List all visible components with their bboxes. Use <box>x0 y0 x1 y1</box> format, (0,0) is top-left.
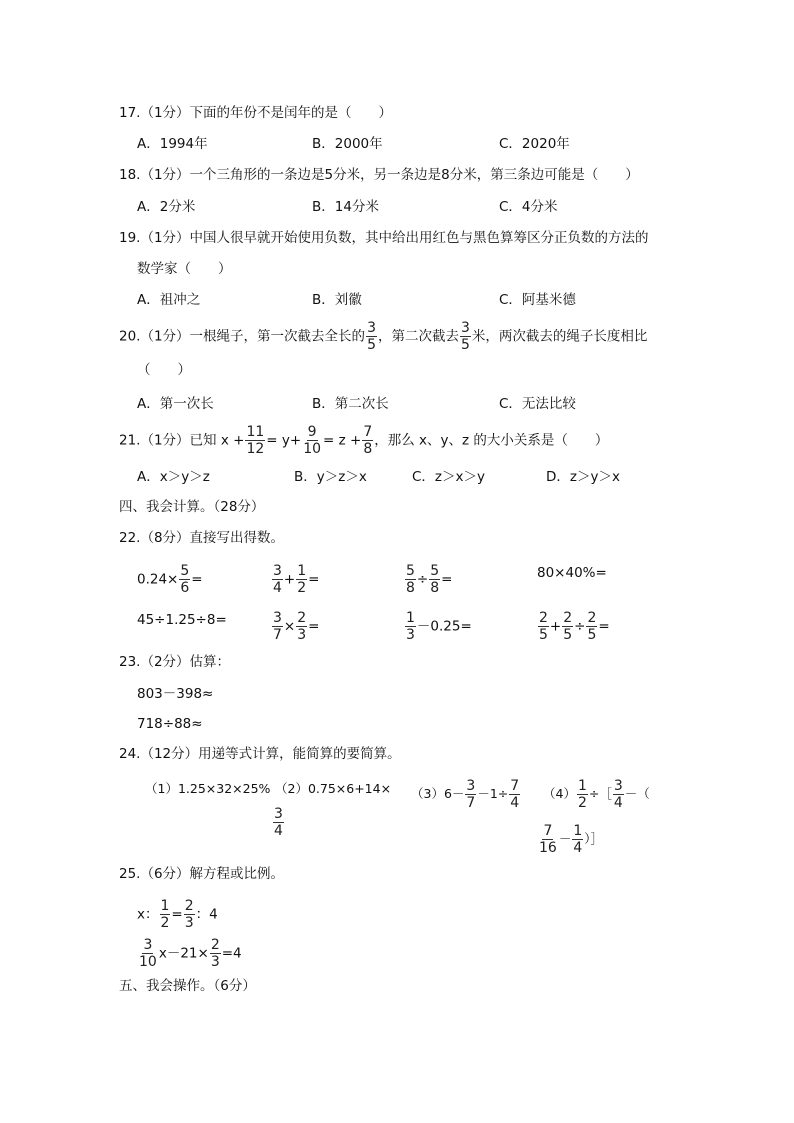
q19-stem-line2: 数学家（ ） <box>137 261 232 277</box>
q22-expr-4: 80×40%= <box>537 565 607 581</box>
q22-expr-7: $\frac{1}{3}$ －0.25= <box>406 610 472 643</box>
q19-option-a[interactable]: A．祖冲之 <box>137 292 201 308</box>
q20-stem <box>119 320 647 353</box>
q20-text3: 米，两次截去的绳子长度相比 <box>471 328 648 345</box>
q24-expr-2-fraction: $\frac{3}{4}$ <box>274 806 283 839</box>
q24-expr-4: （4） $\frac{1}{2}$ ÷［ $\frac{3}{4}$ －（ <box>543 778 650 811</box>
q24-expr-1: （1）1.25×32×25% <box>145 781 271 796</box>
q21-fraction-2: $\frac{9}{10}$ <box>303 424 322 457</box>
q17-option-b[interactable]: B．2000年 <box>312 136 383 152</box>
q20-option-a[interactable]: A．第一次长 <box>137 396 214 412</box>
q21-fraction-1: $\frac{11}{12}$ <box>246 424 265 457</box>
q25-stem: 25.（6分）解方程或比例。 <box>119 866 285 882</box>
q22-expr-6: $\frac{3}{7}$ × $\frac{2}{3}$ = <box>273 610 320 643</box>
q21-option-d[interactable]: D．z＞y＞x <box>546 469 620 485</box>
q22-expr-5: 45÷1.25÷8= <box>137 612 227 628</box>
q21-option-a[interactable]: A．x＞y＞z <box>137 469 210 485</box>
q19-stem-line1: 19.（1分）中国人很早就开始使用负数，其中给出用红色与黑色算筹区分正负数的方法的 <box>119 230 649 246</box>
q20-stem-line2: （ ） <box>137 362 191 378</box>
q20-fraction-2: $\frac{3}{5}$ <box>460 320 470 353</box>
q22-expr-8: $\frac{2}{5}$ + $\frac{2}{5}$ ÷ $\frac{2}{5}$ = <box>539 610 610 643</box>
q21-stem: 21.（1分）已知 x + $\frac{11}{12}$ = y+ $\frac{9}{10}$ = z + $\frac{7}{8}$ ，那么 x、y、z 的大小关系是（ ） <box>119 424 609 457</box>
q17-option-a[interactable]: A．1994年 <box>137 136 208 152</box>
q20-text2: ，第二次截去 <box>377 328 459 345</box>
q19-option-b[interactable]: B．刘徽 <box>312 292 362 308</box>
q23-stem: 23.（2分）估算： <box>119 654 231 670</box>
q20-fraction-1: $\frac{3}{5}$ <box>367 320 376 353</box>
q24-stem: 24.（12分）用递等式计算，能简算的要简算。 <box>119 746 401 762</box>
q24-expr-3: （3）6－ $\frac{3}{7}$ －1÷ $\frac{7}{4}$ <box>411 778 520 811</box>
q17-stem: 17.（1分）下面的年份不是闰年的是（ ） <box>119 105 393 121</box>
q21-option-b[interactable]: B．y＞z＞x <box>294 469 367 485</box>
q20-option-b[interactable]: B．第二次长 <box>312 396 389 412</box>
q25-expr-2: $\frac{3}{10}$ x－21× $\frac{2}{3}$ =4 <box>139 937 242 970</box>
q21-fraction-3: $\frac{7}{8}$ <box>363 424 373 457</box>
q22-expr-1: 0.24× $\frac{5}{6}$ = <box>137 563 203 596</box>
q22-expr-2: $\frac{3}{4}$ + $\frac{1}{2}$ = <box>273 563 320 596</box>
q24-expr-2: （2）0.75×6+14× <box>275 781 392 796</box>
section-4-heading: 四、我会计算。（28分） <box>119 499 265 515</box>
q25-expr-1: x： $\frac{1}{2}$ = $\frac{2}{3}$ ：4 <box>137 898 218 931</box>
q17-option-c[interactable]: C．2020年 <box>499 136 570 152</box>
q23-expr-1: 803－398≈ <box>137 686 214 702</box>
q19-option-c[interactable]: C．阿基米德 <box>499 292 576 308</box>
q24-expr-4-line2: $\frac{7}{16}$ － $\frac{1}{4}$ ）］ <box>539 823 604 856</box>
q18-option-c[interactable]: C．4分米 <box>499 199 558 215</box>
q20-text1: 20.（1分）一根绳子，第一次截去全长的 <box>119 328 366 345</box>
q21-option-c[interactable]: C．z＞x＞y <box>412 469 485 485</box>
q20-option-c[interactable]: C．无法比较 <box>499 396 576 412</box>
q18-option-b[interactable]: B．14分米 <box>312 199 379 215</box>
section-5-heading: 五、我会操作。（6分） <box>119 978 256 994</box>
q18-option-a[interactable]: A．2分米 <box>137 199 196 215</box>
q22-expr-3: $\frac{5}{8}$ ÷ $\frac{5}{8}$ = <box>406 563 453 596</box>
q22-stem: 22.（8分）直接写出得数。 <box>119 530 285 546</box>
q23-expr-2: 718÷88≈ <box>137 716 203 732</box>
q18-stem: 18.（1分）一个三角形的一条边是5分米，另一条边是8分米，第三条边可能是（ ） <box>119 167 639 183</box>
